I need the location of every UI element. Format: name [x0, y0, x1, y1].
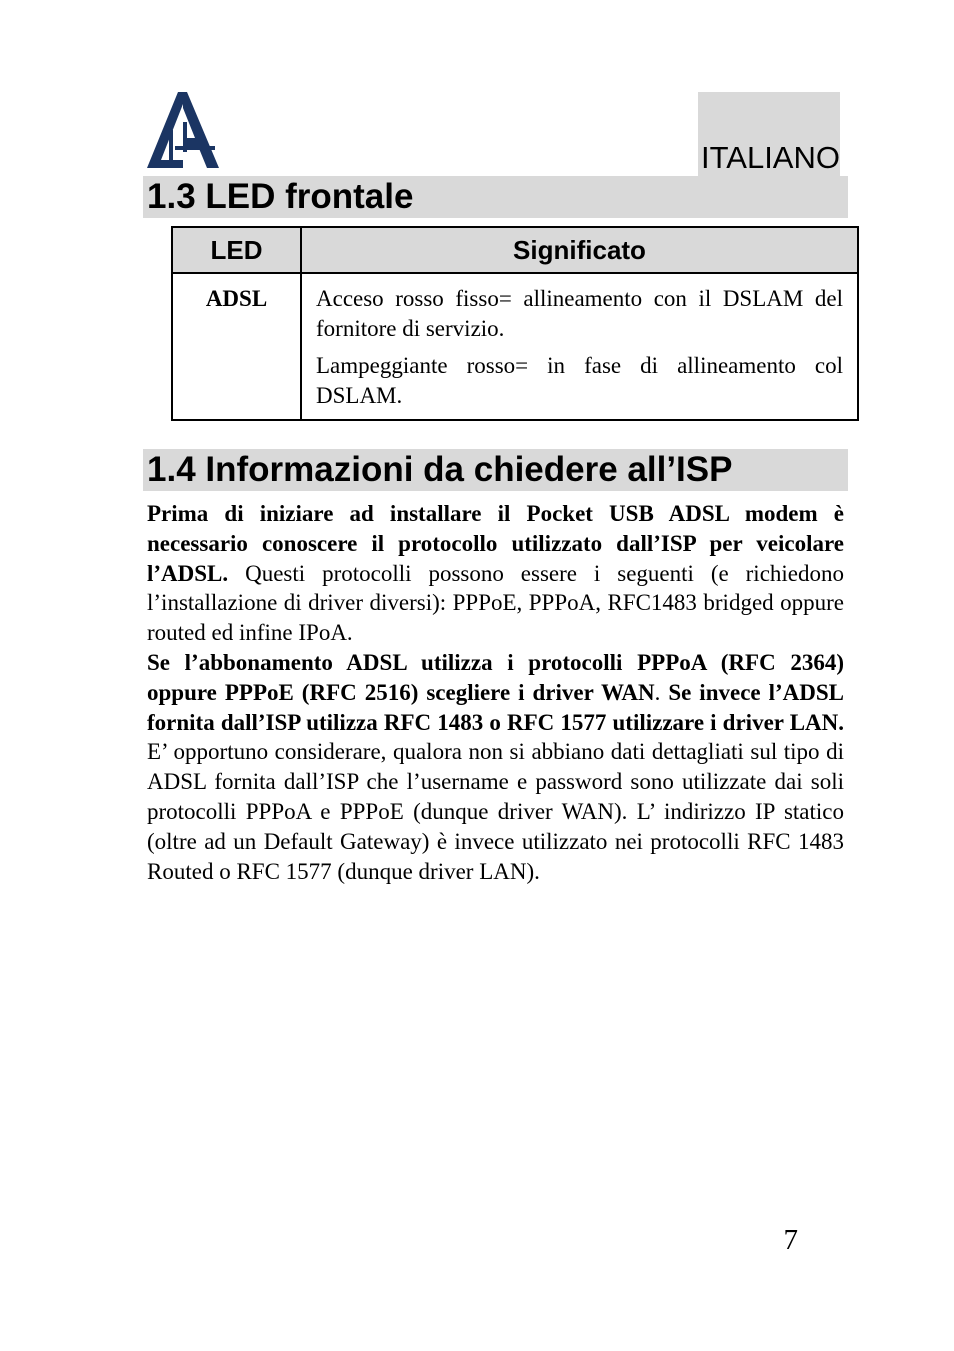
company-logo-icon	[147, 92, 219, 170]
meaning-line: Acceso rosso fisso= allineamento con il DSLAM del fornitore di servizio.	[316, 286, 843, 341]
page-number: 7	[783, 1224, 798, 1256]
language-label: ITALIANO	[701, 140, 840, 175]
paragraph	[147, 648, 844, 886]
paragraph	[147, 499, 844, 648]
body-text: .	[654, 679, 661, 705]
section-title-led: 1.3 LED frontale	[147, 177, 414, 216]
isp-body-text	[147, 499, 844, 886]
meaning-line: Lampeggiante rosso= in fase di allineamento col DSLAM.	[316, 353, 843, 408]
table-header-row	[172, 227, 858, 273]
bold-text: Prima di iniziare ad installare il Pocket USB ADSL modem è necessario conoscere il protocollo utilizzato dall’ISP per veicolare l’ADSL.	[147, 501, 844, 586]
section-title-isp: 1.4 Informazioni da chiedere all’ISP	[147, 450, 733, 489]
table-row	[172, 273, 858, 420]
led-table	[171, 226, 859, 421]
bold-text: Se l’abbonamento ADSL utilizza i protocolli PPPoA (RFC 2364) oppure PPPoE (RFC 2516) scegliere i driver WAN	[147, 649, 844, 705]
bold-text: Se invece l’ADSL fornita dall’ISP utilizza RFC 1483 o RFC 1577 utilizzare i driver LAN.	[147, 679, 844, 735]
led-name-cell: ADSL	[172, 273, 301, 420]
column-header-meaning: Significato	[301, 227, 858, 273]
body-text: E’ opportuno considerare, qualora non si abbiano dati dettagliati sul tipo di ADSL fornita dall’ISP che l’username e password sono utilizzate dai soli protocolli PPPoA e PPPoE (dunque driver WAN). L’ indirizzo IP statico (oltre ad un Default Gateway) è invece utilizzato nei protocolli RFC 1483 Routed o RFC 1577 (dunque driver LAN).	[147, 739, 844, 884]
column-header-led: LED	[172, 227, 301, 273]
body-text: Questi protocolli possono essere i seguenti (e richiedono l’installazione di driver diversi): PPPoE, PPPoA, RFC1483 bridged oppure routed ed infine IPoA.	[147, 560, 844, 646]
led-meaning-cell	[301, 273, 858, 420]
